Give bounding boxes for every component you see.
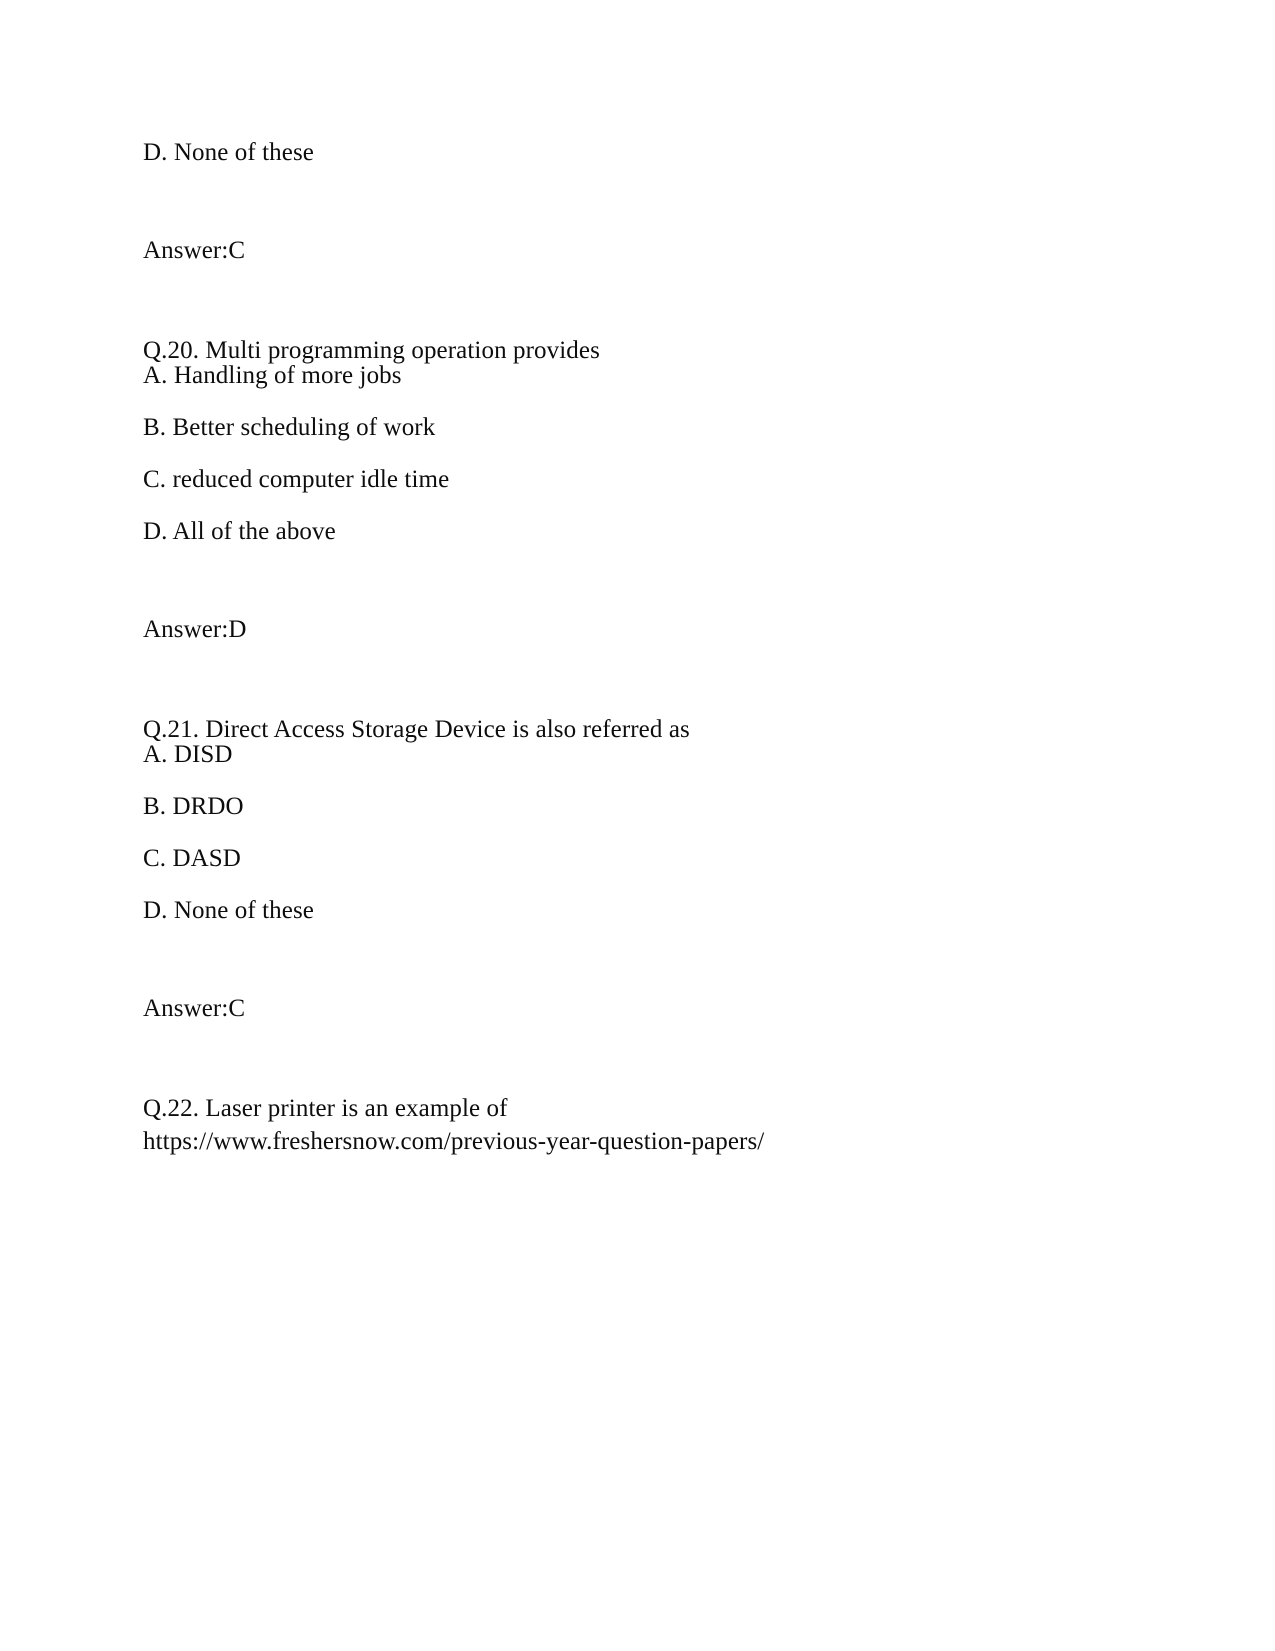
source-url-footer: https://www.freshersnow.com/previous-year-question-papers/ [143,1128,765,1155]
option-d-previous-question: D. None of these [143,139,314,166]
question-q21-text: Q.21. Direct Access Storage Device is also referred as [143,716,690,743]
question-q21-option-d: D. None of these [143,897,314,924]
question-q20-text: Q.20. Multi programming operation provides [143,337,600,364]
answer-previous-question: Answer:C [143,237,246,264]
question-q20-option-a: A. Handling of more jobs [143,362,402,389]
question-q21-option-b: B. DRDO [143,793,244,820]
answer-q20: Answer:D [143,616,247,643]
question-q21-option-a: A. DISD [143,741,233,768]
page-text-content [143,140,1143,1154]
question-q20-option-d: D. All of the above [143,518,336,545]
question-q20-option-b: B. Better scheduling of work [143,414,436,441]
question-q21-option-c: C. DASD [143,845,241,872]
answer-q21: Answer:C [143,995,246,1022]
question-q20-option-c: C. reduced computer idle time [143,466,450,493]
question-q22-text: Q.22. Laser printer is an example of [143,1095,508,1122]
